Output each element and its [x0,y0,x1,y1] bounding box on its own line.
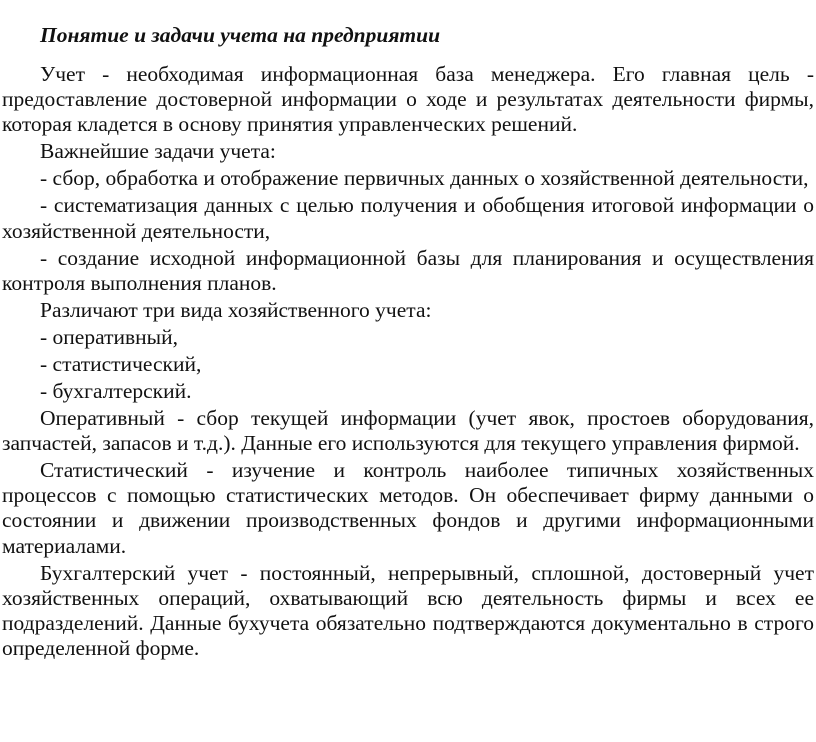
list-item-task-systematization: - систематизация данных с целью получения и обобщения итоговой информации о хозяйственной деятельности, [2,193,814,243]
paragraph-operational: Оперативный - сбор текущей информации (учет явок, простоев оборудования, запчастей, запасов и т.д.). Данные его используются для текущего управления фирмой. [2,405,814,456]
paragraph-types-heading: Различают три вида хозяйственного учета: [40,297,432,322]
paragraph-tasks-heading: Важнейшие задачи учета: [40,139,276,164]
list-item-type-operational: - оперативный, [40,324,178,349]
paragraph-intro: Учет - необходимая информационная база менеджера. Его главная цель - предоставление достоверной информации о ходе и результатах деятельности фирмы, которая кладется в основу принятия управленческих решений. [2,62,814,137]
document-title: Понятие и задачи учета на предприятии [40,23,441,47]
list-item-type-statistical: - статистический, [40,351,202,376]
list-item-task-collection: - сбор, обработка и отображение первичных данных о хозяйственной деятельности, [40,166,809,191]
list-item-task-database: - создание исходной информационной базы для планирования и осуществления контроля выполнения планов. [2,245,814,295]
paragraph-statistical: Статистический - изучение и контроль наиболее типичных хозяйственных процессов с помощью статистических методов. Он обеспечивает фирму данными о состоянии и движении производственных фондов и другими информационными материалами. [2,458,814,558]
list-item-type-accounting: - бухгалтерский. [40,378,192,403]
paragraph-accounting: Бухгалтерский учет - постоянный, непрерывный, сплошной, достоверный учет хозяйственных операций, охватывающий всю деятельность фирмы и всех ее подразделений. Данные бухучета обязательно подтверждаются документально в строго определенной форме. [2,560,814,661]
